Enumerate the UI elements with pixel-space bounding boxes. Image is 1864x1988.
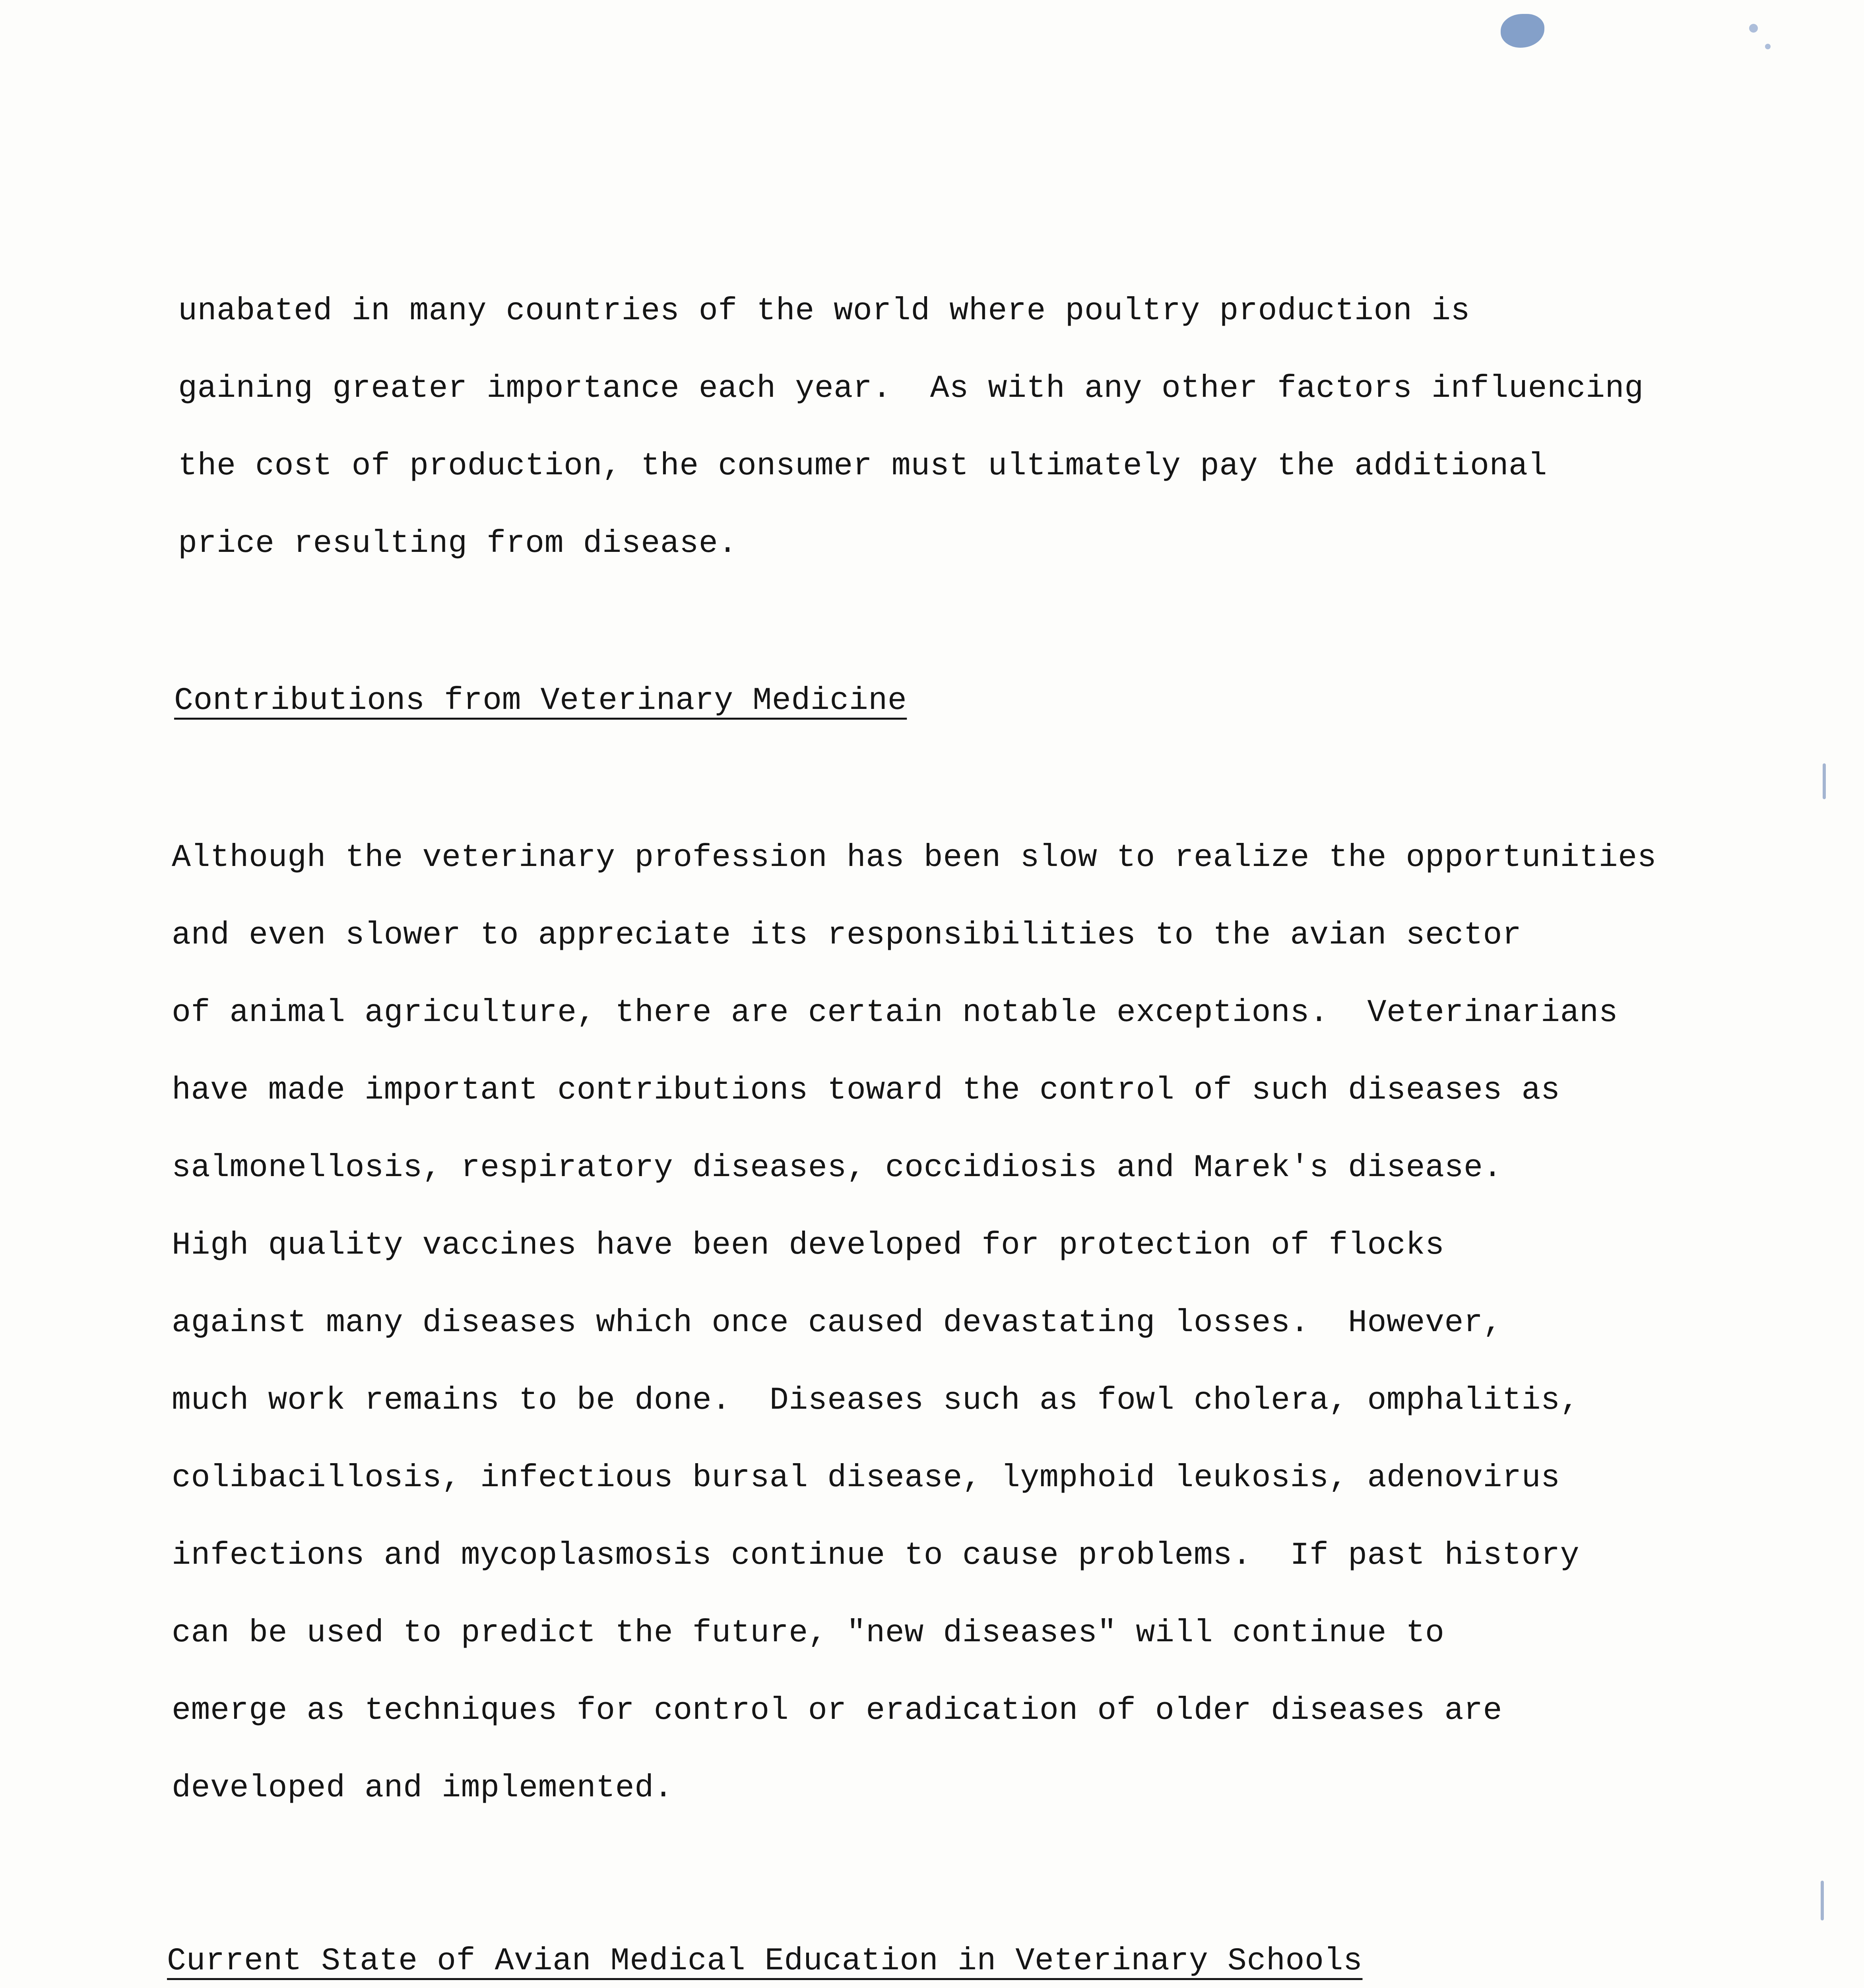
body-text-line: can be used to predict the future, "new diseases" will continue to <box>172 1615 1445 1651</box>
body-text-line: the cost of production, the consumer must ultimately pay the additional <box>178 448 1548 484</box>
margin-mark <box>1823 763 1826 799</box>
body-text-line: against many diseases which once caused devastating losses. However, <box>172 1305 1503 1341</box>
margin-mark <box>1821 1881 1824 1920</box>
body-text-line: have made important contributions toward the control of such diseases as <box>172 1072 1560 1109</box>
ink-speck <box>1749 24 1758 33</box>
body-text-line: developed and implemented. <box>172 1770 673 1806</box>
body-text-line: salmonellosis, respiratory diseases, coccidiosis and Marek's disease. <box>172 1150 1503 1186</box>
body-text-line: and even slower to appreciate its responsibilities to the avian sector <box>172 917 1522 953</box>
ink-smudge <box>1501 14 1544 48</box>
body-text-line: of animal agriculture, there are certain notable exceptions. Veterinarians <box>172 995 1618 1031</box>
body-text-line: Although the veterinary profession has been slow to realize the opportunities <box>172 840 1657 876</box>
body-text-line: gaining greater importance each year. As with any other factors influencing <box>178 371 1644 407</box>
body-text-line: infections and mycoplasmosis continue to cause problems. If past history <box>172 1538 1580 1574</box>
section-heading: Contributions from Veterinary Medicine <box>174 683 907 719</box>
body-text-line: unabated in many countries of the world where poultry production is <box>178 293 1470 329</box>
body-text-line: emerge as techniques for control or eradication of older diseases are <box>172 1693 1503 1729</box>
section-heading: Current State of Avian Medical Education in Veterinary Schools <box>167 1943 1363 1979</box>
body-text-line: High quality vaccines have been developed for protection of flocks <box>172 1227 1445 1264</box>
body-text-line: much work remains to be done. Diseases such as fowl cholera, omphalitis, <box>172 1382 1580 1419</box>
body-text-line: colibacillosis, infectious bursal disease, lymphoid leukosis, adenovirus <box>172 1460 1560 1496</box>
ink-speck <box>1765 44 1771 49</box>
body-text-line: price resulting from disease. <box>178 526 737 562</box>
